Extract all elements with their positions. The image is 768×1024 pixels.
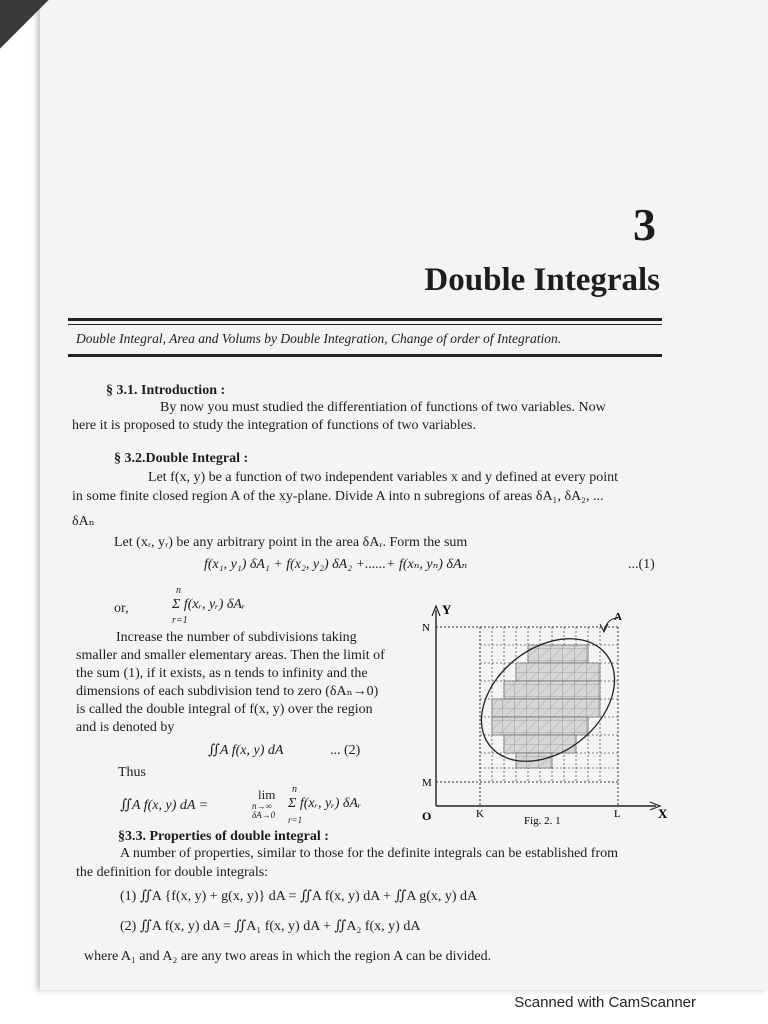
section-3-3-line-1: A number of properties, similar to those for the definite integrals can be established from	[120, 846, 619, 861]
label-k: K	[476, 808, 484, 820]
label-m: M	[422, 777, 432, 789]
label-y: Y	[442, 602, 452, 617]
equation-3-lim: lim	[258, 787, 276, 802]
section-3-1-line-1: By now you must studied the differentiation of functions of two variables. Now	[160, 400, 606, 415]
figure-caption: Fig. 2. 1	[524, 815, 561, 827]
section-3-1-heading: § 3.1. Introduction :	[106, 383, 226, 398]
label-a: A	[614, 611, 622, 623]
sum-lower-limit: r=1	[172, 615, 188, 626]
top-rule	[68, 318, 662, 321]
page-shadow	[0, 0, 60, 60]
para-line-1: Increase the number of subdivisions taking	[116, 630, 357, 645]
thus-label: Thus	[118, 765, 146, 780]
chapter-subtitle: Double Integral, Area and Volums by Double Integration, Change of order of Integration.	[76, 331, 562, 346]
sum-upper-limit: n	[176, 585, 181, 596]
property-2: (2) ∬A f(x, y) dA = ∬A₁ f(x, y) dA + ∬A₂ f(x, y) dA	[120, 919, 421, 934]
section-3-3-line-2: the definition for double integrals:	[76, 865, 269, 880]
section-3-2-line-2: in some finite closed region A of the xy-plane. Divide A into n subregions of areas δA₁, δA₂, ...	[72, 489, 604, 504]
equation-3-sum-bottom: r=1	[288, 815, 303, 825]
equation-3-rhs: Σ f(xᵣ, yᵣ) δAᵣ	[288, 796, 362, 811]
figure-2-1	[418, 600, 678, 832]
label-n: N	[422, 622, 430, 634]
label-l: L	[614, 808, 621, 820]
equation-1-number: ...(1)	[628, 557, 655, 572]
para-line-6: and is denoted by	[76, 720, 175, 735]
para-line-3: the sum (1), if it exists, as n tends to infinity and the	[76, 666, 368, 681]
para-line-4: dimensions of each subdivision tend to zero (δAₙ→0)	[76, 684, 379, 699]
where-line: where A₁ and A₂ are any two areas in which the region A can be divided.	[84, 949, 492, 964]
chapter-title: Double Integrals	[424, 262, 660, 298]
sum-expression: Σ f(xᵣ, yᵣ) δAᵣ	[172, 597, 246, 612]
equation-3-lhs: ∬A f(x, y) dA =	[120, 798, 209, 813]
equation-3-lim-sub-2: δA→0	[252, 810, 276, 820]
section-3-1-line-2: here it is proposed to study the integration of functions of two variables.	[72, 418, 476, 433]
equation-1: f(x₁, y₁) δA₁ + f(x₂, y₂) δA₂ +......+ f(xₙ, yₙ) δAₙ	[204, 557, 468, 572]
shaded-subregions	[492, 645, 600, 768]
bottom-rule	[68, 354, 662, 357]
scanner-footer: Scanned with CamScanner	[514, 994, 696, 1011]
equation-3-sum-top: n	[292, 784, 297, 795]
section-3-2-heading: § 3.2.Double Integral :	[114, 451, 249, 466]
section-3-2-line-4: Let (xᵣ, yᵣ) be any arbitrary point in the area δAᵣ. Form the sum	[114, 535, 468, 550]
equation-2: ∬A f(x, y) dA	[208, 743, 284, 758]
property-1: (1) ∬A {f(x, y) + g(x, y)} dA = ∬A f(x, y) dA + ∬A g(x, y) dA	[120, 889, 478, 904]
equation-3-lim-sub-1: n→∞	[252, 801, 272, 811]
or-label: or,	[114, 601, 129, 616]
top-rule-thin	[68, 324, 662, 325]
section-3-2-line-1: Let f(x, y) be a function of two independent variables x and y defined at every point	[148, 470, 619, 485]
label-x: X	[658, 806, 668, 821]
section-3-2-line-3: δAₙ	[72, 514, 95, 529]
label-o: O	[422, 809, 432, 823]
section-3-3-heading: §3.3. Properties of double integral :	[118, 829, 329, 844]
chapter-number: 3	[633, 199, 656, 250]
region-a-arrowhead	[600, 624, 608, 632]
para-line-2: smaller and smaller elementary areas. Then the limit of	[76, 648, 385, 663]
para-line-5: is called the double integral of f(x, y) over the region	[76, 702, 373, 717]
equation-2-number: ... (2)	[330, 743, 361, 758]
